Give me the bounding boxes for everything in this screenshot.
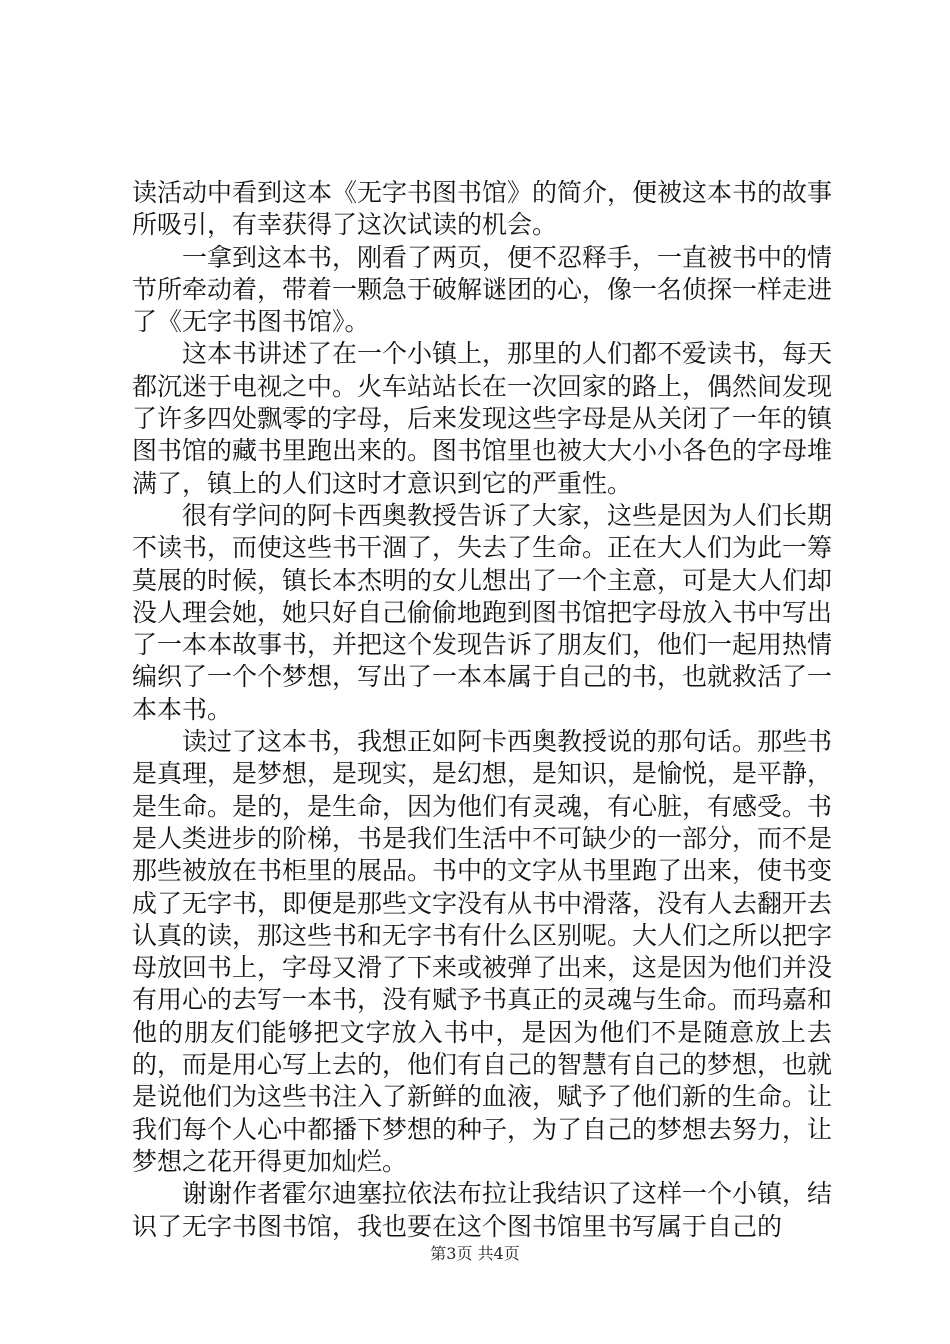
page-footer: 第3页 共4页 [430,1244,520,1263]
paragraph-1: 读活动中看到这本《无字书图书馆》的简介，便被这本书的故事所吸引，有幸获得了这次试读的机会。 [132,178,833,240]
paragraph-4: 很有学问的阿卡西奥教授告诉了大家，这些是因为人们长期不读书，而使这些书干涸了，失去了生命。正在大人们为此一筹莫展的时候，镇长本杰明的女儿想出了一个主意，可是大人们却没人理会她，她只好自己偷偷地跑到图书馆把字母放入书中写出了一本本故事书，并把这个发现告诉了朋友们，他们一起用热情编织了一个个梦想，写出了一本本属于自己的书，也就救活了一本本书。 [132,500,833,724]
paragraph-6: 谢谢作者霍尔迪塞拉依法布拉让我结识了这样一个小镇，结识了无字书图书馆，我也要在这个图书馆里书写属于自己的 [132,1179,833,1241]
document-body [132,177,832,1243]
paragraph-2: 一拿到这本书，刚看了两页，便不忍释手，一直被书中的情节所牵动着，带着一颗急于破解谜团的心，像一名侦探一样走进了《无字书图书馆》。 [132,242,833,337]
paragraph-3: 这本书讲述了在一个小镇上，那里的人们都不爱读书，每天都沉迷于电视之中。火车站站长在一次回家的路上，偶然间发现了许多四处飘零的字母，后来发现这些字母是从关闭了一年的镇图书馆的藏书里跑出来的。图书馆里也被大大小小各色的字母堆满了，镇上的人们这时才意识到它的严重性。 [132,339,833,498]
paragraph-5: 读过了这本书，我想正如阿卡西奥教授说的那句话。那些书是真理，是梦想，是现实，是幻想，是知识，是愉悦，是平静，是生命。是的，是生命，因为他们有灵魂，有心脏，有感受。书是人类进步的阶梯，书是我们生活中不可缺少的一部分，而不是那些被放在书柜里的展品。书中的文字从书里跑了出来，使书变成了无字书，即便是那些文字没有从书中滑落，没有人去翻开去认真的读，那这些书和无字书有什么区别呢。大人们之所以把字母放回书上，字母又滑了下来或被弹了出来，这是因为他们并没有用心的去写一本书，没有赋予书真正的灵魂与生命。而玛嘉和他的朋友们能够把文字放入书中，是因为他们不是随意放上去的，而是用心写上去的，他们有自己的智慧有自己的梦想，也就是说他们为这些书注入了新鲜的血液，赋予了他们新的生命。让我们每个人心中都播下梦想的种子，为了自己的梦想去努力，让梦想之花开得更加灿烂。 [132,727,833,1176]
